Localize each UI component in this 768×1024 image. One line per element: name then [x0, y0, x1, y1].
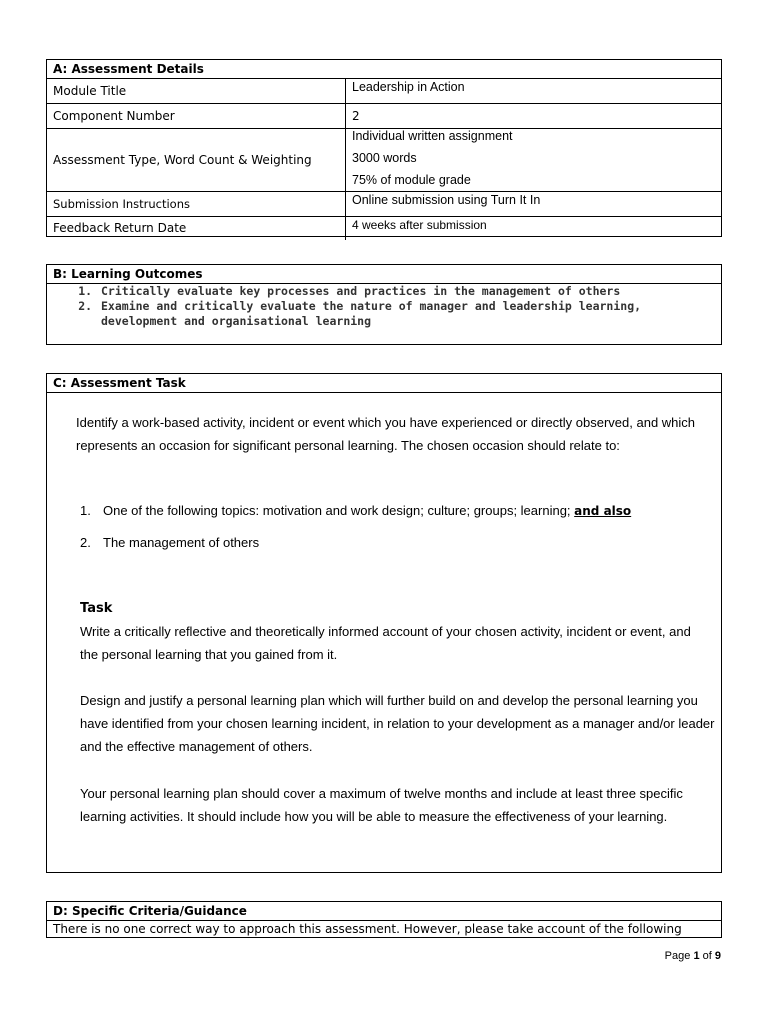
assessment-task-section	[46, 373, 722, 873]
word-count-value: 3000 words	[352, 150, 417, 165]
row-label: Module Title	[47, 79, 346, 103]
row-label: Assessment Type, Word Count & Weighting	[47, 128, 346, 191]
task-paragraph-1: Write a critically reflective and theoretically informed account of your chosen activity, incident or event, and the personal learning that you gained from it.	[80, 624, 691, 662]
row-label: Feedback Return Date	[47, 216, 346, 240]
weighting-value: 75% of module grade	[352, 172, 471, 187]
topic-number: 2.	[80, 535, 91, 550]
task-intro: Identify a work-based activity, incident or event which you have experienced or directly observed, and which represents an occasion for significant personal learning. The chosen occasion should relate to:	[76, 415, 696, 453]
row-label: Component Number	[47, 103, 346, 128]
row-value	[346, 191, 722, 216]
table-row	[47, 128, 721, 191]
assessment-type-value: Individual written assignment	[352, 128, 513, 143]
table-row	[47, 216, 721, 240]
topic-item-1	[80, 499, 720, 523]
section-c-header: C: Assessment Task	[47, 374, 721, 393]
topic-text: One of the following topics: motivation and work design; culture; groups; learning;	[103, 503, 575, 518]
topic-text: The management of others	[103, 535, 260, 550]
submission-instructions-value: Online submission using Turn It In	[352, 192, 541, 207]
list-item: 1. Critically evaluate key processes and practices in the management of others	[99, 284, 721, 299]
specific-criteria-section	[46, 901, 722, 938]
section-a-header: A: Assessment Details	[47, 60, 721, 79]
row-label: Submission Instructions	[47, 191, 346, 216]
section-d-header: D: Specific Criteria/Guidance	[47, 902, 721, 921]
row-value	[346, 216, 722, 240]
row-value	[346, 79, 722, 103]
task-paragraph-2: Design and justify a personal learning plan which will further build on and develop the personal learning you have identified from your chosen learning incident, in relation to your development as a manager and/or leader and the effective management of others.	[80, 693, 715, 754]
assessment-details-section	[46, 59, 722, 237]
criteria-text: There is no one correct way to approach this assessment. However, please take account of the following	[53, 922, 682, 936]
table-row	[47, 79, 721, 103]
page-footer	[665, 950, 721, 962]
task-heading: Task	[80, 601, 113, 616]
page-label: Page	[664, 950, 691, 962]
section-b-header: B: Learning Outcomes	[47, 265, 721, 284]
list-item: 2. Examine and critically evaluate the nature of manager and leadership learning, development and organisational learning	[99, 299, 721, 329]
task-paragraph-3: Your personal learning plan should cover a maximum of twelve months and include at least three specific learning activities. It should include how you will be able to measure the effectiveness of your learning.	[80, 786, 683, 824]
table-row	[47, 191, 721, 216]
topic-emphasis: and also	[574, 504, 632, 518]
page-current: 1	[693, 950, 700, 962]
topic-item-2	[80, 531, 720, 554]
learning-outcomes-section	[46, 264, 722, 345]
row-value	[346, 128, 722, 191]
module-title-value: Leadership in Action	[352, 80, 465, 94]
of-label: of	[702, 950, 712, 962]
learning-outcomes-list	[47, 284, 721, 329]
page-total: 9	[714, 950, 721, 962]
feedback-return-date-value: 4 weeks after submission	[352, 217, 487, 232]
topic-number: 1.	[80, 503, 91, 518]
assessment-details-table	[47, 79, 721, 240]
component-number-value: 2	[352, 108, 360, 123]
